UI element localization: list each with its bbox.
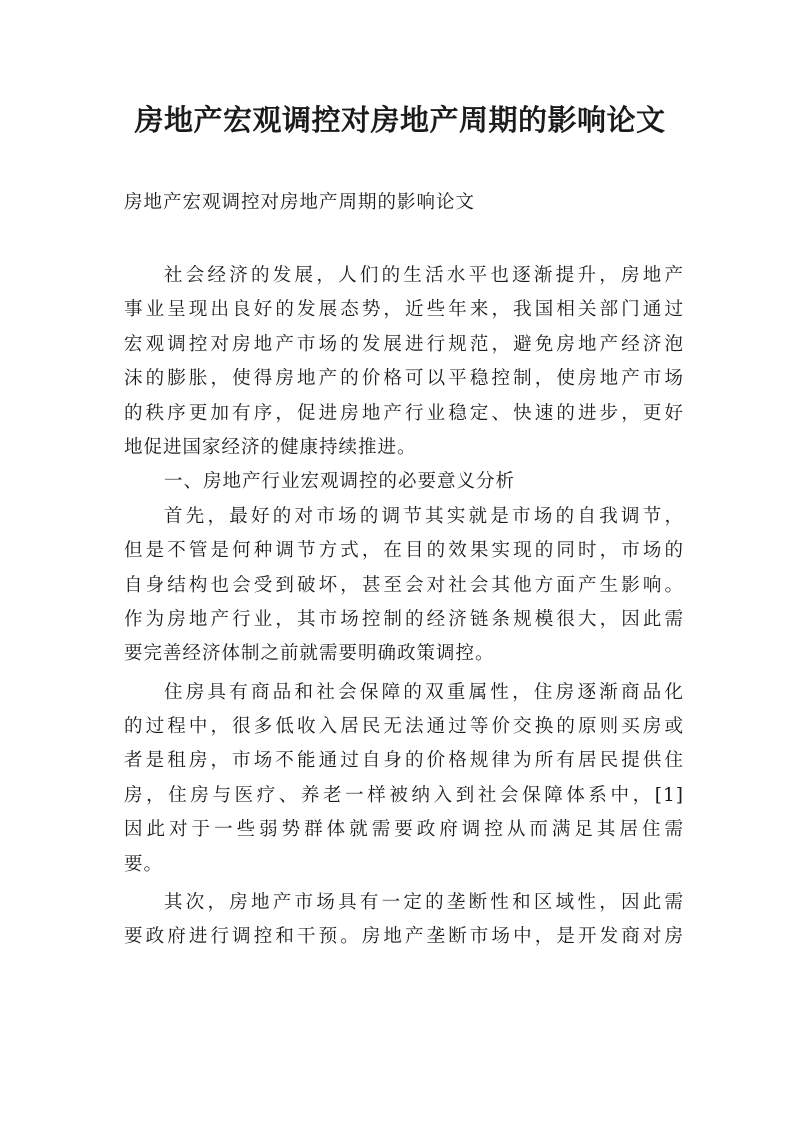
- paragraph-4-line-1: 其次，房地产市场具有一定的垄断性和区域性，因此需: [164, 892, 684, 914]
- paragraph-3-line-5: 因此对于一些弱势群体就需要政府调控从而满足其居住需: [124, 819, 684, 841]
- paragraph-1-line-3: 宏观调控对房地产市场的发展进行规范，避免房地产经济泡: [124, 333, 684, 355]
- paragraph-1-line-1: 社会经济的发展，人们的生活水平也逐渐提升，房地产: [164, 265, 684, 286]
- paragraph-3-line-1: 住房具有商品和社会保障的双重属性，住房逐渐商品化: [164, 681, 684, 703]
- paragraph-3-line-4: 房，住房与医疗、养老一样被纳入到社会保障体系中，[1]: [124, 784, 684, 806]
- document-subtitle: 房地产宏观调控对房地产周期的影响论文: [124, 192, 476, 213]
- paragraph-3-line-3: 者是租房，市场不能通过自身的价格规律为所有居民提供住: [124, 750, 684, 772]
- paragraph-3-line-6: 要。: [124, 853, 164, 875]
- document-title: 房地产宏观调控对房地产周期的影响论文: [134, 103, 666, 137]
- paragraph-2-line-2: 但是不管是何种调节方式，在目的效果实现的同时，市场的: [124, 540, 684, 562]
- paragraph-1-line-4: 沫的膨胀，使得房地产的价格可以平稳控制，使房地产市场: [124, 368, 684, 390]
- paragraph-4-line-2: 要政府进行调控和干预。房地产垄断市场中，是开发商对房: [124, 926, 684, 948]
- paragraph-2-line-4: 作为房地产行业，其市场控制的经济链条规模很大，因此需: [124, 608, 684, 630]
- paragraph-1-line-5: 的秩序更加有序，促进房地产行业稳定、快速的进步，更好: [124, 402, 684, 424]
- paragraph-1-line-2: 事业呈现出良好的发展态势，近些年来，我国相关部门通过: [124, 299, 684, 321]
- paragraph-3-line-2: 的过程中，很多低收入居民无法通过等价交换的原则买房或: [124, 716, 684, 738]
- document-body: [124, 259, 684, 955]
- section-heading-1: 一、房地产行业宏观调控的必要意义分析: [164, 471, 516, 493]
- paragraph-2-line-1: 首先，最好的对市场的调节其实就是市场的自我调节，: [164, 505, 684, 527]
- paragraph-1-line-6: 地促进国家经济的健康持续推进。: [124, 436, 417, 458]
- paragraph-2-line-3: 自身结构也会受到破坏，甚至会对社会其他方面产生影响。: [124, 574, 684, 596]
- paragraph-2-line-5: 要完善经济体制之前就需要明确政策调控。: [124, 643, 495, 665]
